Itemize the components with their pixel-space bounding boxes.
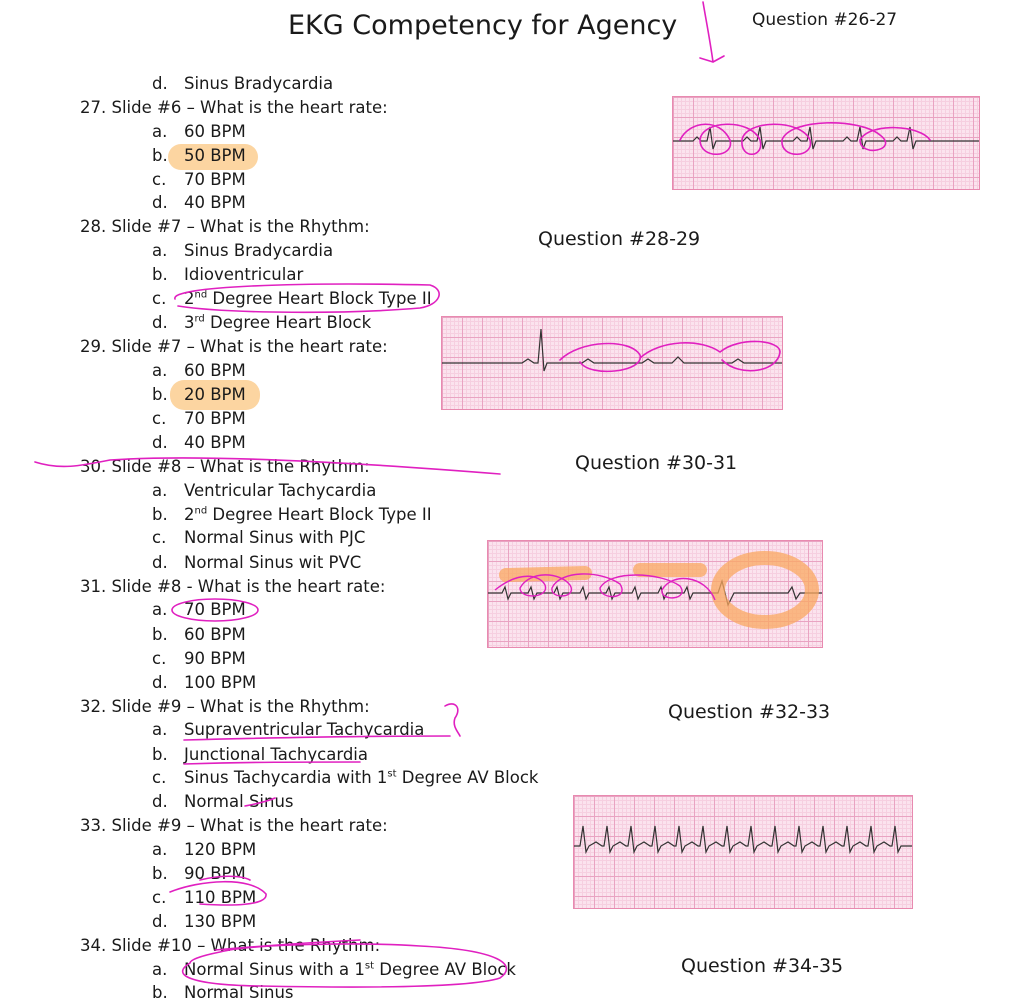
ordinal-suffix: nd (194, 289, 208, 301)
option-q33-b (152, 864, 246, 883)
option-letter: a. (152, 600, 168, 619)
option-text: Ventricular Tachycardia (184, 481, 377, 500)
option-letter: b. (152, 505, 168, 524)
option-text: Normal Sinus (184, 792, 294, 811)
option-letter: c. (152, 170, 167, 189)
option-text: 40 BPM (184, 193, 246, 212)
option-text: Degree Heart Block (204, 313, 372, 332)
option-letter: c. (152, 409, 167, 428)
option-letter: b. (152, 625, 168, 644)
option-ordinal: 3 (184, 313, 195, 332)
question-label-34-35: Question #34-35 (681, 955, 844, 977)
question-label-26-27: Question #26-27 (752, 10, 898, 30)
option-letter: d. (152, 433, 168, 452)
option-letter: a. (152, 241, 168, 260)
option-q28-b (152, 265, 303, 284)
option-q31-c (152, 649, 246, 668)
option-text: Sinus Tachycardia with 1 (184, 768, 388, 787)
option-text: 110 BPM (184, 888, 257, 907)
ekg-trace (673, 97, 979, 189)
option-q27-d (152, 193, 246, 212)
option-letter: a. (152, 481, 168, 500)
question-label-30-31: Question #30-31 (575, 452, 738, 474)
option-letter: b. (152, 745, 168, 764)
option-text: Sinus Bradycardia (184, 241, 334, 260)
option-q33-d (152, 912, 256, 931)
option-q27-b (152, 146, 246, 165)
option-letter: b. (152, 385, 168, 404)
ordinal-suffix: st (387, 768, 397, 780)
option-ordinal: 2 (184, 289, 195, 308)
ekg-strip-32-33 (573, 795, 913, 909)
question-29: 29. Slide #7 – What is the heart rate: (80, 337, 388, 356)
option-text: 60 BPM (184, 122, 246, 141)
option-q27-c (152, 170, 246, 189)
option-letter: d. (152, 912, 168, 931)
option-ordinal: 2 (184, 505, 195, 524)
option-q28-a (152, 241, 333, 260)
option-q28-c (152, 289, 432, 308)
option-letter: c. (152, 768, 167, 787)
option-q30-c (152, 528, 365, 547)
option-text: 60 BPM (184, 361, 246, 380)
option-q30-b (152, 505, 432, 524)
option-q28-d (152, 313, 371, 332)
option-q32-b (152, 745, 368, 764)
question-33: 33. Slide #9 – What is the heart rate: (80, 816, 388, 835)
ekg-strip-26-27 (672, 96, 980, 190)
option-letter: a. (152, 122, 168, 141)
question-label-28-29: Question #28-29 (538, 228, 701, 250)
option-letter: a. (152, 960, 168, 979)
option-letter: b. (152, 146, 168, 165)
option-text: 70 BPM (184, 600, 246, 619)
option-text: 50 BPM (184, 146, 246, 165)
ekg-strip-30-31 (487, 540, 823, 648)
option-text: 120 BPM (184, 840, 257, 859)
option-text: Degree AV Block (396, 768, 539, 787)
ordinal-suffix: nd (194, 505, 208, 517)
option-q29-b (152, 385, 246, 404)
option-q32-a (152, 720, 424, 739)
option-text: 60 BPM (184, 625, 246, 644)
question-31: 31. Slide #8 - What is the heart rate: (80, 577, 386, 596)
option-q30-d (152, 553, 361, 572)
option-q30-a (152, 481, 376, 500)
option-q29-c (152, 409, 246, 428)
option-letter: d. (152, 553, 168, 572)
option-q31-a (152, 600, 246, 619)
option-text: Junctional Tachycardia (184, 745, 368, 764)
ordinal-suffix: st (364, 960, 375, 972)
option-letter: c. (152, 888, 167, 907)
option-text: Normal Sinus (184, 983, 294, 1002)
option-text: 90 BPM (184, 864, 246, 883)
option-text: Normal Sinus with PJC (184, 528, 366, 547)
option-q26-d (152, 74, 333, 93)
option-q32-c (152, 768, 538, 787)
option-text: Degree AV Block (374, 960, 516, 979)
option-text: 40 BPM (184, 433, 246, 452)
question-28: 28. Slide #7 – What is the Rhythm: (80, 217, 370, 236)
option-text: 20 BPM (184, 385, 246, 404)
question-30: 30. Slide #8 – What is the Rhythm: (80, 457, 370, 476)
option-letter: c. (152, 528, 167, 547)
option-text: Normal Sinus with a 1 (184, 960, 365, 979)
option-letter: b. (152, 983, 168, 1002)
option-text: 70 BPM (184, 409, 246, 428)
option-q33-c (152, 888, 256, 907)
option-letter: a. (152, 840, 168, 859)
option-letter: d. (152, 792, 168, 811)
option-q31-d (152, 673, 256, 692)
option-q33-a (152, 840, 256, 859)
option-text: 90 BPM (184, 649, 246, 668)
question-32: 32. Slide #9 – What is the Rhythm: (80, 697, 370, 716)
ordinal-suffix: rd (194, 313, 205, 325)
option-q34-a (152, 960, 516, 979)
question-34: 34. Slide #10 – What is the Rhythm: (80, 936, 381, 955)
option-text: 130 BPM (184, 912, 257, 931)
page-title: EKG Competency for Agency (288, 10, 678, 41)
option-letter: d. (152, 74, 168, 93)
option-letter: a. (152, 361, 168, 380)
option-text: Supraventricular Tachycardia (184, 720, 425, 739)
option-text: Normal Sinus wit PVC (184, 553, 362, 572)
option-q34-b (152, 983, 294, 1002)
option-letter: b. (152, 265, 168, 284)
option-text: Degree Heart Block Type II (207, 505, 432, 524)
ekg-trace (442, 317, 782, 409)
option-letter: d. (152, 673, 168, 692)
question-27: 27. Slide #6 – What is the heart rate: (80, 98, 388, 117)
ekg-trace (574, 796, 912, 908)
option-q32-d (152, 792, 294, 811)
option-letter: d. (152, 313, 168, 332)
option-text: Sinus Bradycardia (184, 74, 334, 93)
option-letter: b. (152, 864, 168, 883)
ekg-strip-28-29 (441, 316, 783, 410)
option-letter: a. (152, 720, 168, 739)
option-letter: c. (152, 289, 167, 308)
option-text: 70 BPM (184, 170, 246, 189)
option-text: Idioventricular (184, 265, 304, 284)
option-text: Degree Heart Block Type II (207, 289, 432, 308)
ekg-trace (488, 541, 822, 647)
option-q29-d (152, 433, 246, 452)
option-letter: c. (152, 649, 167, 668)
option-letter: d. (152, 193, 168, 212)
question-label-32-33: Question #32-33 (668, 701, 831, 723)
option-q27-a (152, 122, 246, 141)
option-text: 100 BPM (184, 673, 257, 692)
option-q29-a (152, 361, 246, 380)
option-q31-b (152, 625, 246, 644)
